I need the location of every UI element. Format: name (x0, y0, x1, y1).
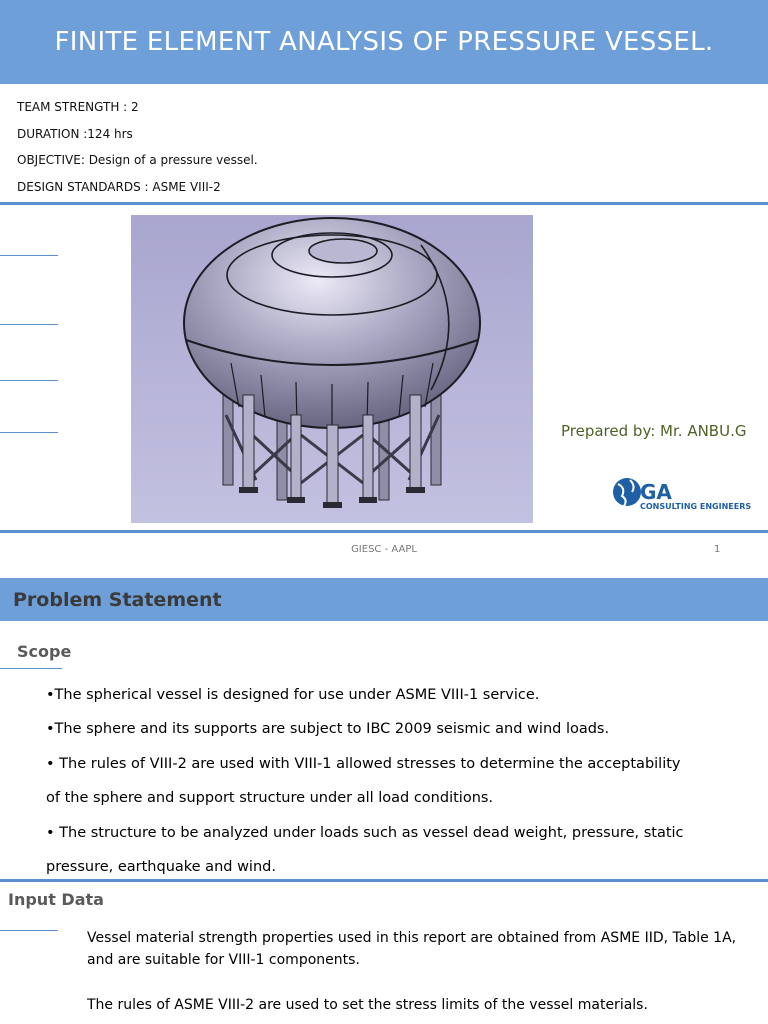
team-strength: TEAM STRENGTH : 2 (17, 100, 139, 114)
scope-bullet-continuation: pressure, earthquake and wind. (46, 859, 276, 875)
duration: DURATION :124 hrs (17, 127, 133, 141)
company-logo (612, 470, 762, 514)
divider-bottom (0, 530, 768, 533)
objective: OBJECTIVE: Design of a pressure vessel. (17, 153, 258, 167)
scope-bullet: • The rules of VIII-2 are used with VIII-1 allowed stresses to determine the acceptability (46, 756, 681, 772)
left-accent-line (0, 324, 58, 325)
slide1-header (0, 0, 768, 84)
prepared-by: Prepared by: Mr. ANBU.G (561, 422, 747, 440)
input-underline (0, 930, 58, 931)
spherical-vessel-illustration (131, 215, 533, 523)
globe-icon (612, 472, 642, 512)
pressure-vessel-image (131, 215, 533, 523)
left-accent-line (0, 255, 58, 256)
left-accent-line (0, 432, 58, 433)
slide-footer: GIESC - AAPL (351, 544, 417, 555)
input-paragraph: The rules of ASME VIII-2 are used to set the stress limits of the vessel materials. (87, 997, 648, 1013)
input-data-heading: Input Data (8, 890, 104, 909)
logo-sub-text: CONSULTING ENGINEERS (640, 502, 752, 511)
slide1-title: FINITE ELEMENT ANALYSIS OF PRESSURE VESSEL. (54, 27, 714, 57)
scope-bullet: • The structure to be analyzed under loads such as vessel dead weight, pressure, static (46, 825, 684, 841)
scope-bullet: •The spherical vessel is designed for use under ASME VIII-1 service. (46, 687, 540, 703)
slide2-title: Problem Statement (13, 589, 222, 611)
divider-input (0, 879, 768, 882)
divider-top (0, 202, 768, 205)
scope-bullet: •The sphere and its supports are subject to IBC 2009 seismic and wind loads. (46, 721, 610, 737)
left-accent-line (0, 380, 58, 381)
scope-bullet-continuation: of the sphere and support structure under all load conditions. (46, 790, 494, 806)
scope-heading: Scope (17, 642, 72, 661)
logo-main-text: GA (640, 480, 672, 504)
scope-underline (0, 668, 62, 669)
design-standards: DESIGN STANDARDS : ASME VIII-2 (17, 180, 221, 194)
input-paragraph: Vessel material strength properties used in this report are obtained from ASME IID, Table 1A, and are suitable for VIII-1 components. (87, 930, 737, 968)
page-number: 1 (714, 544, 721, 555)
